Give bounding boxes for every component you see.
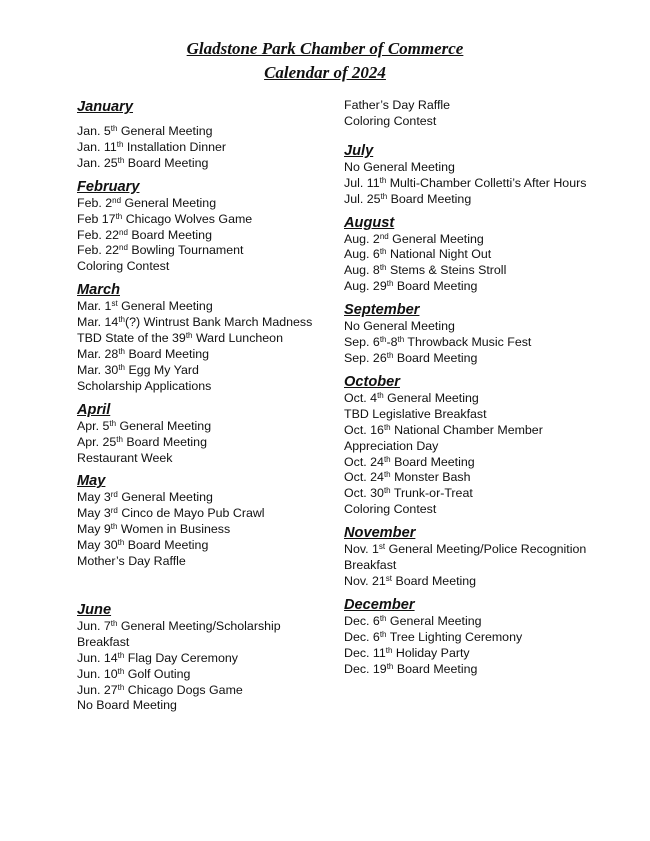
event-text: General Meeting — [116, 418, 212, 433]
list-item — [77, 228, 317, 244]
list-item — [77, 451, 317, 467]
ordinal-suffix: th — [379, 247, 387, 257]
event-text: Aug. 2 — [344, 231, 380, 246]
list-item — [344, 574, 599, 590]
list-item — [344, 263, 599, 279]
list-item: Coloring Contest — [344, 113, 437, 128]
ordinal-suffix: th — [379, 629, 387, 639]
month-heading: February — [77, 178, 140, 195]
ordinal-suffix: th — [109, 418, 117, 428]
event-text: Aug. 29 — [344, 279, 387, 294]
event-text: Oct. 24 — [344, 454, 384, 469]
list-item — [77, 490, 317, 506]
event-text: May 30 — [77, 538, 118, 553]
ordinal-suffix: th — [117, 155, 125, 165]
event-text: Aug. 8 — [344, 263, 380, 278]
ordinal-suffix: th — [383, 454, 391, 464]
event-text: Jun. 7 — [77, 618, 111, 633]
list-item — [77, 619, 317, 651]
list-item — [77, 522, 317, 538]
event-text: Apr. 25 — [77, 434, 117, 449]
event-text: Jun. 10 — [77, 666, 118, 681]
event-text: Chicago Wolves Game — [122, 211, 253, 226]
event-text: General Meeting/Police Recognition Breakfast — [344, 542, 587, 573]
list-item — [77, 124, 317, 140]
event-text: TBD State of the 39 — [77, 331, 186, 346]
list-item — [77, 140, 317, 156]
event-text: Ward Luncheon — [192, 331, 283, 346]
event-text: Installation Dinner — [123, 139, 227, 154]
event-text: Apr. 5 — [77, 418, 110, 433]
list-item — [77, 667, 317, 683]
month-heading: October — [344, 373, 400, 390]
event-text: Board Meeting — [125, 346, 210, 361]
month-heading: April — [77, 401, 111, 418]
event-text: General Meeting — [388, 231, 484, 246]
event-text: Board Meeting — [124, 155, 209, 170]
ordinal-suffix: th — [118, 362, 125, 372]
event-text: Restaurant Week — [77, 450, 173, 465]
event-text: National Night Out — [386, 247, 492, 262]
month-heading: May — [77, 473, 106, 490]
list-item — [77, 363, 317, 379]
event-text: Mar. 30 — [77, 362, 119, 377]
month-heading: June — [77, 601, 112, 618]
event-text: Stems & Steins Stroll — [386, 263, 507, 278]
event-text: Mother’s Day Raffle — [77, 554, 186, 569]
list-item — [77, 538, 317, 554]
ordinal-suffix: th — [383, 422, 391, 432]
ordinal-suffix: rd — [110, 506, 118, 516]
list-item — [344, 486, 599, 502]
list-item — [77, 435, 317, 451]
event-text: Oct. 4 — [344, 390, 378, 405]
month-heading: July — [344, 142, 374, 159]
event-text: Tree Lighting Ceremony — [386, 629, 523, 644]
ordinal-suffix: th — [185, 331, 193, 341]
event-text: Sep. 26 — [344, 350, 387, 365]
event-text: Golf Outing — [124, 666, 191, 681]
ordinal-suffix: th — [379, 335, 387, 345]
ordinal-suffix: th — [110, 618, 118, 628]
ordinal-suffix: th — [383, 470, 391, 480]
list-item — [344, 192, 599, 208]
list-item — [344, 470, 599, 486]
list-item — [344, 247, 599, 263]
month-heading: September — [344, 302, 420, 319]
document-title: Gladstone Park Chamber of Commerce — [186, 39, 464, 58]
event-text: Chicago Dogs Game — [124, 682, 243, 697]
ordinal-suffix: nd — [112, 195, 122, 205]
list-item — [77, 698, 317, 714]
ordinal-suffix: th — [379, 613, 387, 623]
event-text: Jun. 27 — [77, 682, 118, 697]
ordinal-suffix: th — [117, 538, 125, 548]
event-text: Board Meeting — [392, 573, 477, 588]
event-text: Oct. 30 — [344, 486, 384, 501]
list-item — [344, 391, 599, 407]
event-text: Throwback Music Fest — [404, 335, 532, 350]
event-text: May 3 — [77, 506, 111, 521]
event-text: Feb. 22 — [77, 243, 120, 258]
list-item — [344, 502, 599, 518]
ordinal-suffix: th — [386, 661, 394, 671]
list-item — [344, 279, 599, 295]
list-item — [344, 335, 599, 351]
list-item — [344, 662, 599, 678]
ordinal-suffix: st — [378, 542, 386, 552]
ordinal-suffix: th — [115, 211, 123, 221]
list-item — [77, 331, 317, 347]
list-item — [344, 455, 599, 471]
event-text: Cinco de Mayo Pub Crawl — [117, 506, 265, 521]
ordinal-suffix: th — [386, 350, 394, 360]
ordinal-suffix: th — [116, 434, 123, 444]
event-text: Board Meeting — [393, 661, 478, 676]
list-item — [77, 212, 317, 228]
left-column — [77, 98, 317, 714]
list-item — [77, 554, 317, 570]
event-text: Board Meeting — [387, 191, 472, 206]
event-text: Trunk-or-Treat — [390, 486, 473, 501]
event-text: Monster Bash — [390, 470, 471, 485]
ordinal-suffix: th — [386, 279, 394, 289]
ordinal-suffix: st — [111, 299, 118, 309]
event-text: Jan. 5 — [77, 124, 111, 138]
event-text: Mar. 28 — [77, 346, 119, 361]
event-text: Feb. 22 — [77, 227, 120, 242]
list-item — [77, 315, 317, 331]
event-text: Jul. 25 — [344, 191, 381, 206]
ordinal-suffix: th — [117, 650, 125, 660]
list-item — [77, 196, 317, 212]
event-text: Dec. 6 — [344, 613, 380, 628]
event-text: Jan. 11 — [77, 139, 117, 154]
event-text: No General Meeting — [344, 159, 455, 174]
event-text: Holiday Party — [392, 645, 470, 660]
event-text: Flag Day Ceremony — [124, 650, 238, 665]
month-heading: January — [77, 99, 133, 115]
ordinal-suffix: th — [110, 522, 118, 532]
event-text: Nov. 1 — [344, 542, 379, 557]
event-text: General Meeting — [117, 124, 213, 138]
ordinal-suffix: nd — [379, 231, 389, 241]
month-heading: August — [344, 214, 395, 231]
event-text: Aug. 6 — [344, 247, 380, 262]
list-item — [344, 542, 599, 574]
event-text: Jul. 11 — [344, 175, 380, 190]
event-text: Dec. 11 — [344, 645, 386, 660]
event-text: Dec. 19 — [344, 661, 387, 676]
ordinal-suffix: th — [383, 486, 391, 496]
event-text: Feb. 2 — [77, 195, 113, 210]
event-text: Board Meeting — [390, 454, 475, 469]
list-item — [344, 319, 599, 335]
list-item: Father’s Day Raffle — [344, 98, 451, 112]
list-item — [344, 423, 599, 455]
list-item — [344, 160, 599, 176]
event-text: Board Meeting — [393, 350, 478, 365]
list-item — [77, 299, 317, 315]
list-item — [344, 176, 599, 192]
ordinal-suffix: th — [110, 124, 118, 133]
event-text: General Meeting — [121, 195, 217, 210]
ordinal-suffix: th — [379, 263, 387, 273]
event-text: Mar. 14 — [77, 315, 119, 330]
ordinal-suffix: th — [380, 191, 388, 201]
event-text: Board Meeting — [393, 279, 478, 294]
ordinal-suffix: th — [117, 666, 125, 676]
event-text: General Meeting — [386, 613, 482, 628]
event-text: Bowling Tournament — [127, 243, 244, 258]
ordinal-suffix: th — [377, 390, 384, 400]
event-text: TBD Legislative Breakfast — [344, 406, 487, 421]
list-item — [77, 651, 317, 667]
month-heading: March — [77, 282, 120, 299]
event-text: Board Meeting — [122, 434, 207, 449]
list-item — [77, 683, 317, 699]
ordinal-suffix: nd — [119, 243, 128, 253]
event-text: Mar. 1 — [77, 299, 112, 314]
event-text: Coloring Contest — [344, 502, 437, 517]
event-text: Multi-Chamber Colletti’s After Hours — [386, 175, 587, 190]
event-text: General Meeting/Scholarship Breakfast — [77, 618, 281, 649]
month-heading: December — [344, 596, 415, 613]
ordinal-suffix: st — [385, 573, 393, 583]
event-text: No General Meeting — [344, 319, 455, 334]
list-item — [344, 614, 599, 630]
event-text: Oct. 24 — [344, 470, 384, 485]
list-item — [344, 232, 599, 248]
list-item — [344, 646, 599, 662]
list-item — [344, 630, 599, 646]
ordinal-suffix: th — [118, 315, 125, 325]
list-item — [77, 259, 317, 275]
ordinal-suffix: th — [397, 335, 405, 345]
event-text: Board Meeting — [124, 538, 209, 553]
event-text: Jan. 25 — [77, 155, 118, 170]
document-subtitle: Calendar of 2024 — [264, 63, 386, 82]
event-text: Feb 17 — [77, 211, 116, 226]
event-text: No Board Meeting — [77, 698, 177, 713]
ordinal-suffix: th — [385, 645, 393, 655]
event-text: General Meeting — [117, 299, 213, 314]
list-item — [344, 351, 599, 367]
ordinal-suffix: th — [118, 346, 125, 356]
event-text: Scholarship Applications — [77, 378, 212, 393]
event-text: Women in Business — [117, 522, 231, 537]
event-text: Dec. 6 — [344, 629, 380, 644]
event-text: Coloring Contest — [77, 259, 170, 274]
list-item — [77, 506, 317, 522]
ordinal-suffix: rd — [110, 490, 118, 500]
event-text: Board Meeting — [127, 227, 212, 242]
list-item — [77, 347, 317, 363]
list-item — [77, 419, 317, 435]
right-column — [344, 98, 599, 677]
event-text: General Meeting — [383, 390, 479, 405]
ordinal-suffix: nd — [119, 227, 128, 237]
event-text: Nov. 21 — [344, 573, 386, 588]
list-item — [344, 407, 599, 423]
event-text: (?) Wintrust Bank March Madness — [125, 315, 313, 330]
event-text: Egg My Yard — [125, 362, 199, 377]
event-text: May 9 — [77, 522, 111, 537]
month-heading: November — [344, 525, 416, 542]
event-text: May 3 — [77, 490, 111, 505]
event-text: Jun. 14 — [77, 650, 118, 665]
event-text: -8 — [386, 335, 398, 350]
event-text: National Chamber Member Appreciation Day — [344, 422, 543, 453]
event-text: Sep. 6 — [344, 335, 380, 350]
ordinal-suffix: th — [117, 682, 125, 692]
event-text: General Meeting — [117, 490, 213, 505]
ordinal-suffix: th — [379, 175, 387, 185]
ordinal-suffix: th — [116, 139, 124, 149]
list-item — [77, 379, 317, 395]
list-item — [77, 243, 317, 259]
list-item — [77, 156, 317, 172]
event-text: Oct. 16 — [344, 422, 384, 437]
